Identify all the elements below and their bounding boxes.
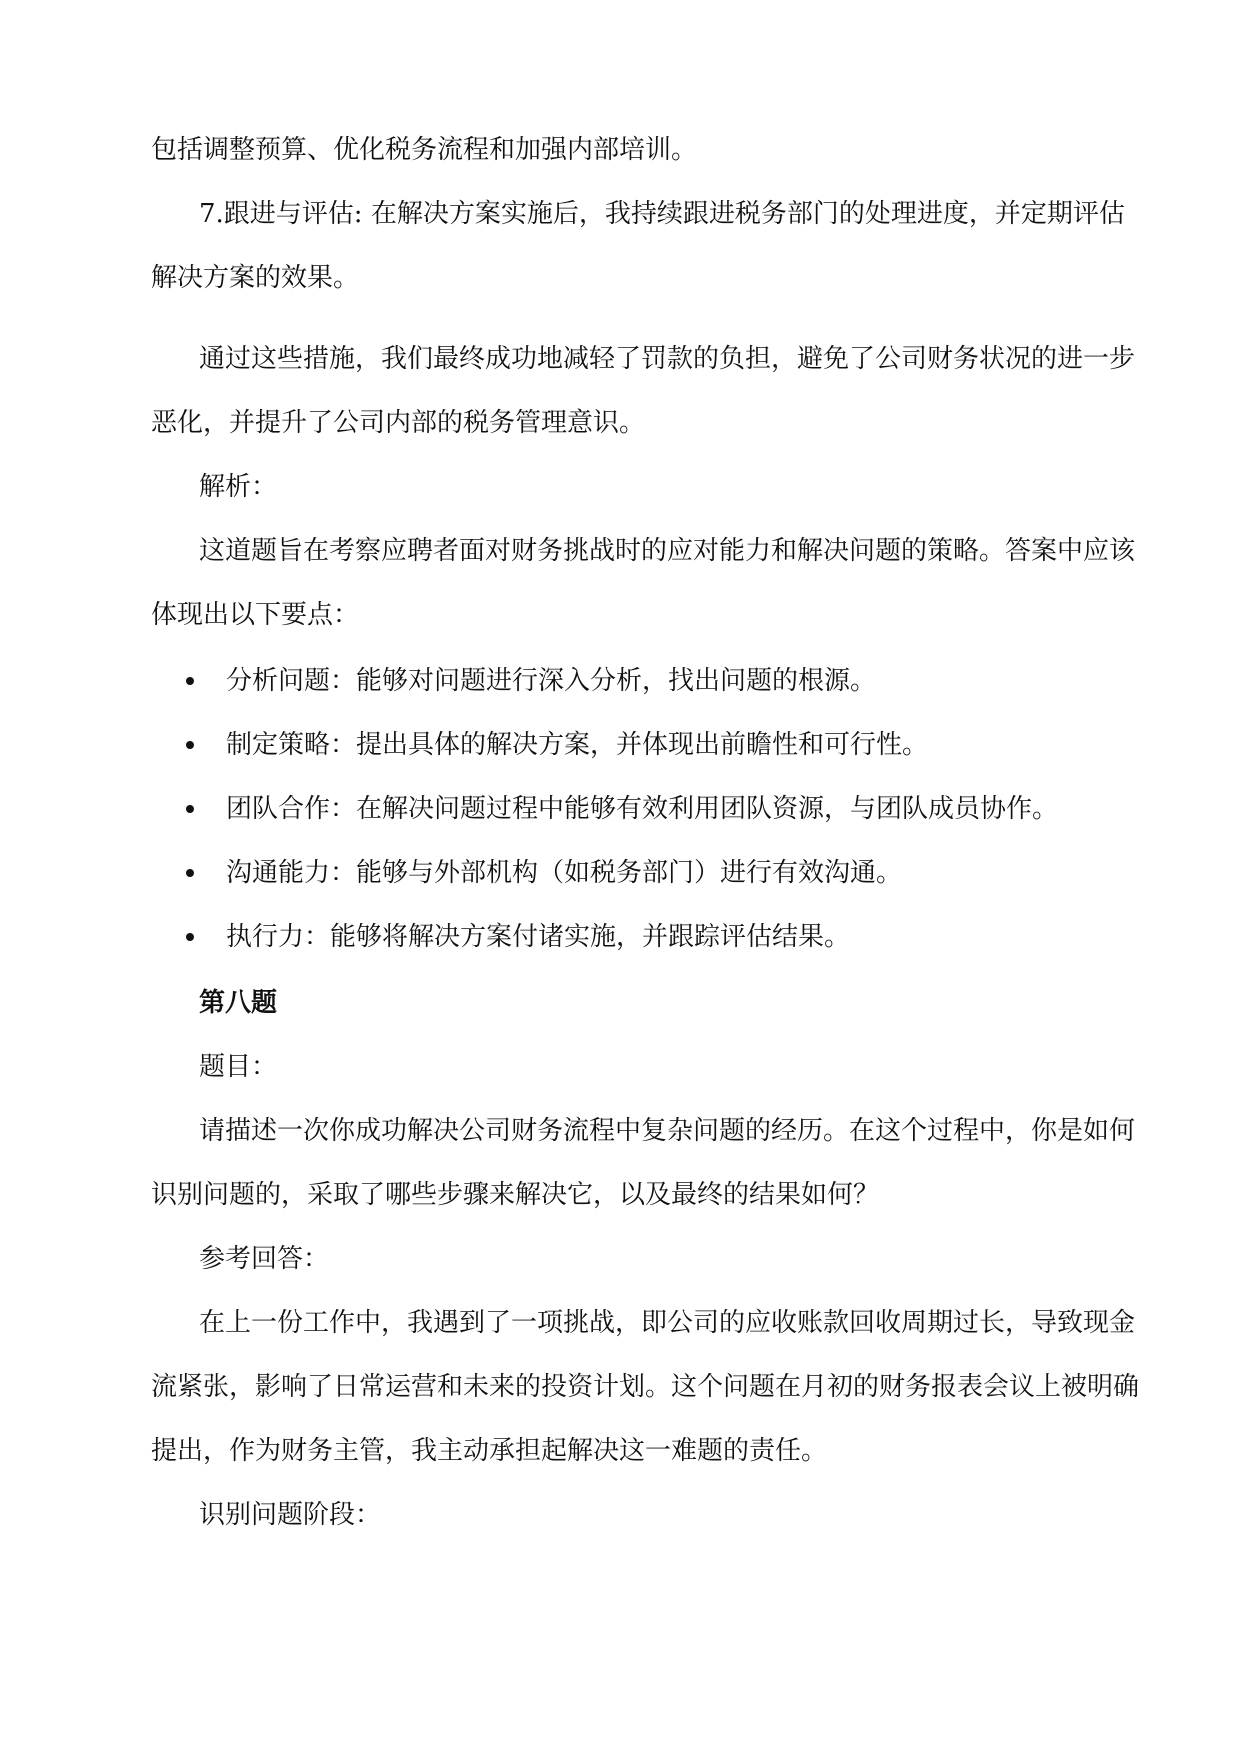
list-item-text: 制定策略：提出具体的解决方案，并体现出前瞻性和可行性。: [226, 730, 929, 760]
text-line: 7.跟进与评估: 在解决方案实施后，我持续跟进税务部门的处理进度，并定期评估: [199, 199, 1125, 229]
text-line: 解析：: [199, 472, 278, 502]
section-heading: 第八题: [199, 988, 278, 1018]
text-line: 在上一份工作中，我遇到了一项挑战，即公司的应收账款回收周期过长，导致现金: [199, 1308, 1136, 1338]
text-line: 恶化，并提升了公司内部的税务管理意识。: [151, 408, 646, 438]
bullet-icon: [186, 933, 194, 941]
bullet-icon: [186, 805, 194, 813]
text-line: 流紧张，影响了日常运营和未来的投资计划。这个问题在月初的财务报表会议上被明确: [151, 1372, 1140, 1402]
bullet-icon: [186, 869, 194, 877]
text-line: 体现出以下要点：: [151, 600, 360, 630]
text-line: 解决方案的效果。: [151, 263, 360, 293]
list-item-text: 团队合作：在解决问题过程中能够有效利用团队资源，与团队成员协作。: [226, 794, 1059, 824]
text-line: 提出，作为财务主管，我主动承担起解决这一难题的责任。: [151, 1436, 828, 1466]
text-line: 识别问题阶段：: [199, 1500, 382, 1530]
text-line: 这道题旨在考察应聘者面对财务挑战时的应对能力和解决问题的策略。答案中应该: [199, 536, 1136, 566]
text-line: 识别问题的，采取了哪些步骤来解决它，以及最终的结果如何？: [151, 1180, 880, 1210]
bullet-icon: [186, 741, 194, 749]
list-item-text: 执行力：能够将解决方案付诸实施，并跟踪评估结果。: [226, 922, 851, 952]
text-line: 参考回答：: [199, 1244, 330, 1274]
text-line: 题目：: [199, 1052, 278, 1082]
list-item-text: 分析问题：能够对问题进行深入分析，找出问题的根源。: [226, 666, 877, 696]
text-line: 包括调整预算、优化税务流程和加强内部培训。: [151, 135, 698, 165]
text-line: 请描述一次你成功解决公司财务流程中复杂问题的经历。在这个过程中，你是如何: [199, 1116, 1136, 1146]
text-line: 通过这些措施，我们最终成功地减轻了罚款的负担，避免了公司财务状况的进一步: [199, 344, 1136, 374]
bullet-icon: [186, 677, 194, 685]
list-item-text: 沟通能力：能够与外部机构（如税务部门）进行有效沟通。: [226, 858, 903, 888]
